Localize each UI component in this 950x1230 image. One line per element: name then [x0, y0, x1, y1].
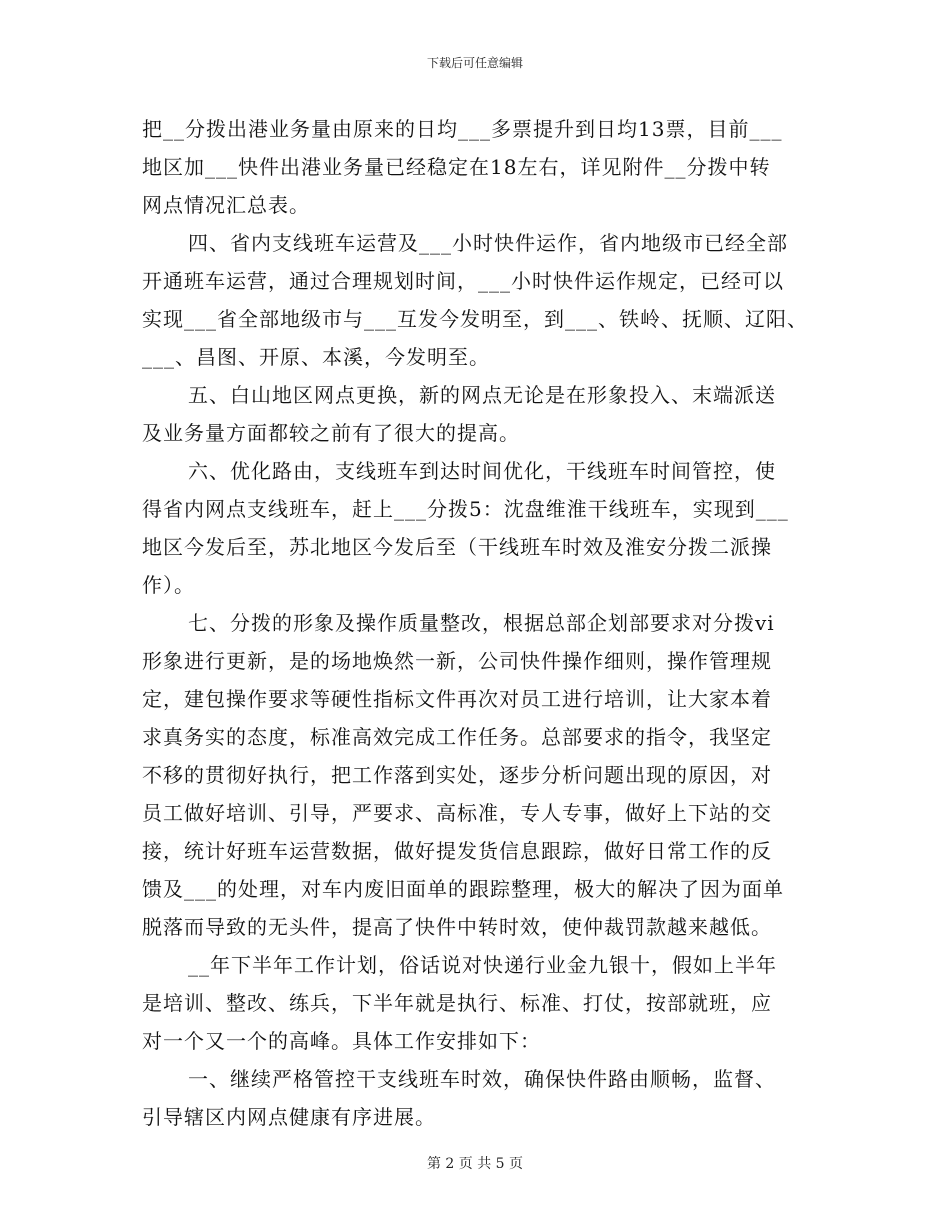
text-line: 不移的贯彻好执行，把工作落到实处，逐步分析问题出现的原因，对	[142, 763, 772, 787]
paragraph-start-line: 七、分拨的形象及操作质量整改，根据总部企划部要求对分拨vi	[188, 611, 775, 635]
text-line: 求真务实的态度，标准高效完成工作任务。总部要求的指令，我坚定	[142, 725, 772, 749]
paragraph-start-line: __年下半年工作计划，俗话说对快递行业金九银十，假如上半年	[188, 953, 777, 977]
text-line: 接，统计好班车运营数据，做好提发货信息跟踪，做好日常工作的反	[142, 839, 772, 863]
text-line: 员工做好培训、引导，严要求、高标准，专人专事，做好上下站的交	[142, 801, 772, 825]
text-line: 对一个又一个的高峰。具体工作安排如下：	[142, 1029, 541, 1053]
text-line: 地区今发后至，苏北地区今发后至（干线班车时效及淮安分拨二派操	[142, 535, 772, 559]
text-line: 及业务量方面都较之前有了很大的提高。	[142, 421, 520, 445]
paragraph-start-line: 一、继续严格管控干支线班车时效，确保快件路由顺畅，监督、	[188, 1067, 776, 1091]
text-line: 网点情况汇总表。	[142, 193, 310, 217]
text-line: 馈及___的处理，对车内废旧面单的跟踪整理，极大的解决了因为面单	[142, 877, 784, 901]
text-line: 开通班车运营，通过合理规划时间，___小时快件运作规定，已经可以	[142, 269, 784, 293]
text-line: ___、昌图、开原、本溪，今发明至。	[142, 345, 490, 369]
text-line: 地区加___快件出港业务量已经稳定在18左右，详见附件__分拨中转	[142, 155, 771, 179]
text-line: 把__分拨出港业务量由原来的日均___多票提升到日均13票，目前___	[142, 117, 783, 141]
text-line: 实现___省全部地级市与___互发今发明至，到___、铁岭、抚顺、辽阳、	[142, 307, 808, 331]
paragraph-start-line: 四、省内支线班车运营及___小时快件运作，省内地级市已经全部	[188, 231, 788, 255]
text-line: 脱落而导致的无头件，提高了快件中转时效，使仲裁罚款越来越低。	[142, 915, 772, 939]
page-number-footer: 第 2 页 共 5 页	[426, 1156, 524, 1172]
text-line: 引导辖区内网点健康有序进展。	[142, 1105, 436, 1129]
document-body	[142, 110, 822, 1136]
text-line: 作）。	[142, 573, 195, 597]
text-line: 形象进行更新，是的场地焕然一新，公司快件操作细则，操作管理规	[142, 649, 772, 673]
page-header: 下载后可任意编辑	[426, 56, 523, 70]
text-line: 定，建包操作要求等硬性指标文件再次对员工进行培训，让大家本着	[142, 687, 772, 711]
paragraph-start-line: 六、优化路由，支线班车到达时间优化，干线班车时间管控，使	[188, 459, 776, 483]
text-line: 得省内网点支线班车，赶上___分拨5：沈盘维淮干线班车，实现到___	[142, 497, 789, 521]
paragraph-start-line: 五、白山地区网点更换，新的网点无论是在形象投入、末端派送	[188, 383, 776, 407]
text-line: 是培训、整改、练兵，下半年就是执行、标准、打仗，按部就班，应	[142, 991, 772, 1015]
